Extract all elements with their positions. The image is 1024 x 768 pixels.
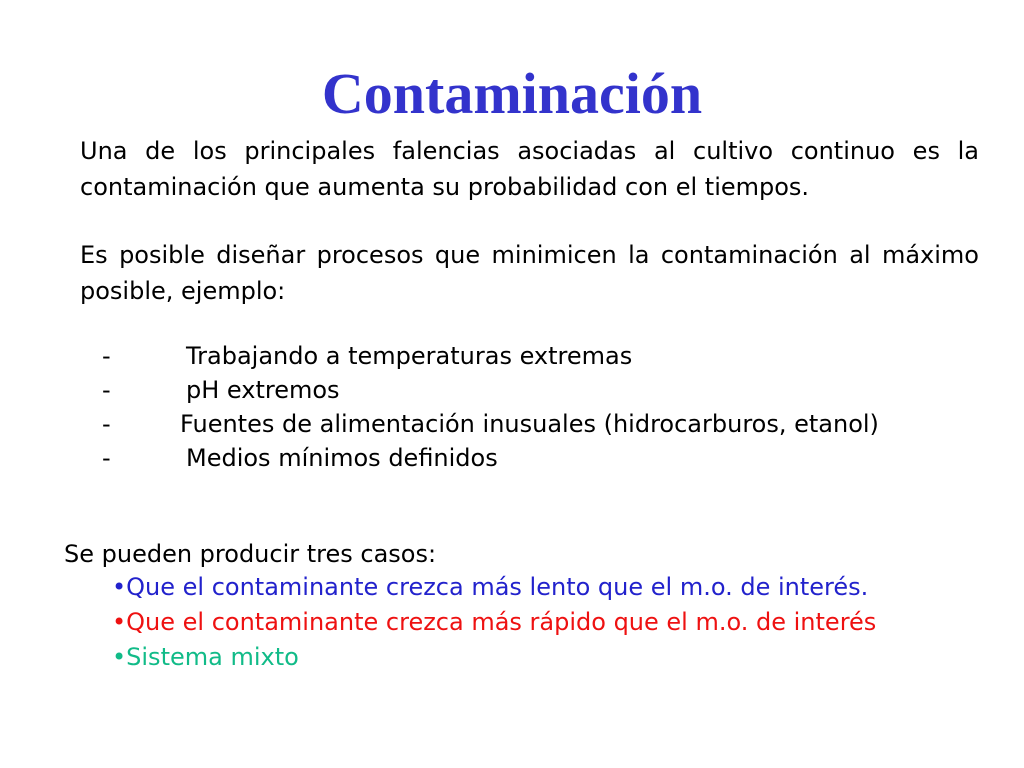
case-faster-growth: •Que el contaminante crezca más rápido que el m.o. de interés xyxy=(112,608,877,636)
paragraph-contamination-intro: Una de los principales falencias asociadas al cultivo continuo es la contaminación que aumenta su probabilidad con el tiempos. xyxy=(80,137,979,201)
dash-marker: - xyxy=(102,376,111,404)
dash-marker: - xyxy=(102,342,111,370)
slide-title: Contaminación xyxy=(321,60,703,126)
case-mixed-system: •Sistema mixto xyxy=(112,643,299,671)
list-item xyxy=(102,373,879,407)
cases-intro: Se pueden producir tres casos: xyxy=(64,540,437,568)
list-item-text: Medios mínimos definidos xyxy=(186,444,498,472)
list-item-text: Fuentes de alimentación inusuales (hidrocarburos, etanol) xyxy=(180,410,879,438)
list-item xyxy=(102,339,879,373)
strategies-list xyxy=(102,339,879,475)
case-slower-growth: •Que el contaminante crezca más lento que el m.o. de interés. xyxy=(112,573,869,601)
cases-list xyxy=(112,570,876,675)
list-item-text: pH extremos xyxy=(186,376,340,404)
list-item xyxy=(102,441,879,475)
list-item xyxy=(102,407,879,441)
dash-marker: - xyxy=(102,444,111,472)
list-item-text: Trabajando a temperaturas extremas xyxy=(186,342,633,370)
paragraph-process-design: Es posible diseñar procesos que minimicen la contaminación al máximo posible, ejemplo: xyxy=(80,241,979,305)
dash-marker: - xyxy=(102,410,111,438)
